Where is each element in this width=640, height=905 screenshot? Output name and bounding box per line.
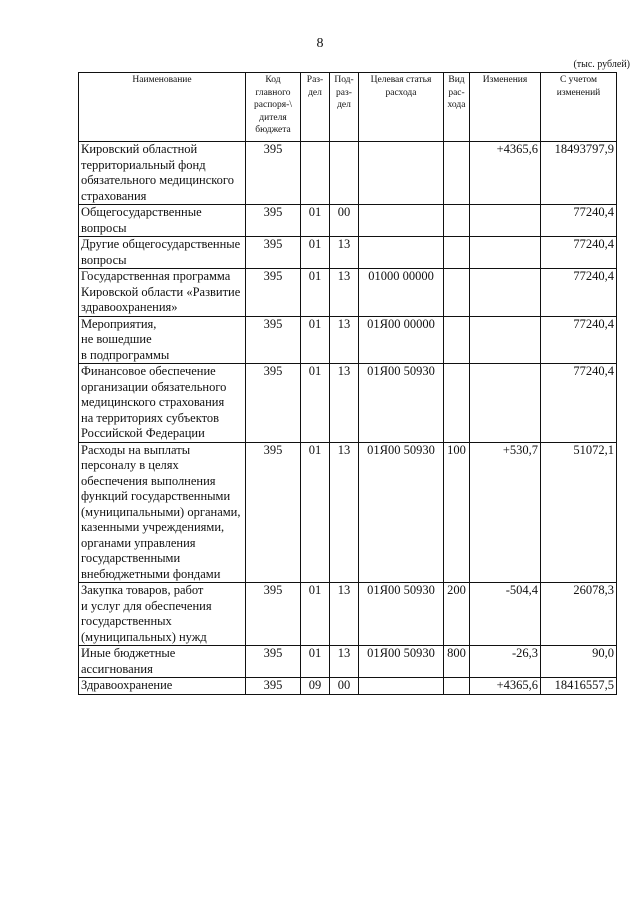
- row-subsection: 13: [330, 364, 359, 443]
- row-target-article: [359, 237, 444, 269]
- row-section: 01: [301, 237, 330, 269]
- table-row: [79, 678, 617, 695]
- row-target-article: 01Я00 50930: [359, 583, 444, 646]
- row-expense-type: [444, 269, 470, 317]
- row-change: -504,4: [470, 583, 541, 646]
- row-name: Расходы на выплаты персоналу в целях обеспечения выполнения функций государственными (муниципальными) органами, казенными учреждениями, органами управления государственными внебюджетными фондами: [79, 442, 246, 583]
- row-section: 01: [301, 316, 330, 364]
- row-change: [470, 316, 541, 364]
- table-row: [79, 646, 617, 678]
- table-row: [79, 442, 617, 583]
- row-expense-type: [444, 316, 470, 364]
- row-subsection: 13: [330, 237, 359, 269]
- row-target-article: 01000 00000: [359, 269, 444, 317]
- row-name: Общегосударственные вопросы: [79, 205, 246, 237]
- row-target-article: [359, 678, 444, 695]
- row-total: 90,0: [541, 646, 617, 678]
- units-label: (тыс. рублей): [573, 59, 630, 70]
- page-number: 8: [316, 36, 324, 51]
- row-total: 77240,4: [541, 237, 617, 269]
- header-total: С учетом изменений: [541, 73, 617, 142]
- row-name: Другие общегосударственные вопросы: [79, 237, 246, 269]
- row-total: 77240,4: [541, 269, 617, 317]
- table-row: [79, 583, 617, 646]
- header-admin-code: Код главного распоря-\ дителя бюджета: [246, 73, 301, 142]
- row-expense-type: [444, 205, 470, 237]
- row-admin-code: 395: [246, 237, 301, 269]
- row-section: 09: [301, 678, 330, 695]
- header-section: Раз- дел: [301, 73, 330, 142]
- row-total: 77240,4: [541, 316, 617, 364]
- header-row: [79, 73, 617, 142]
- row-change: [470, 205, 541, 237]
- header-target-article: Целевая статья расхода: [359, 73, 444, 142]
- row-admin-code: 395: [246, 442, 301, 583]
- row-name: Финансовое обеспечение организации обязательного медицинского страхования на территориях субъектов Российской Федерации: [79, 364, 246, 443]
- row-change: +530,7: [470, 442, 541, 583]
- row-section: 01: [301, 269, 330, 317]
- row-expense-type: [444, 237, 470, 269]
- row-admin-code: 395: [246, 583, 301, 646]
- row-section: 01: [301, 442, 330, 583]
- row-name: Кировский областной территориальный фонд обязательного медицинского страхования: [79, 142, 246, 205]
- row-name: Мероприятия, не вошедшие в подпрограммы: [79, 316, 246, 364]
- header-name: Наименование: [79, 73, 246, 142]
- row-subsection: 13: [330, 646, 359, 678]
- row-target-article: 01Я00 50930: [359, 442, 444, 583]
- table-row: [79, 205, 617, 237]
- row-total: 18493797,9: [541, 142, 617, 205]
- header-subsection: Под- раз- дел: [330, 73, 359, 142]
- row-expense-type: 100: [444, 442, 470, 583]
- row-section: 01: [301, 205, 330, 237]
- row-expense-type: [444, 364, 470, 443]
- row-change: +4365,6: [470, 142, 541, 205]
- table-row: [79, 364, 617, 443]
- row-admin-code: 395: [246, 646, 301, 678]
- row-subsection: 13: [330, 442, 359, 583]
- row-subsection: 13: [330, 316, 359, 364]
- row-total: 18416557,5: [541, 678, 617, 695]
- table-row: [79, 237, 617, 269]
- header-changes: Изменения: [470, 73, 541, 142]
- row-total: 51072,1: [541, 442, 617, 583]
- row-admin-code: 395: [246, 142, 301, 205]
- row-admin-code: 395: [246, 269, 301, 317]
- row-section: [301, 142, 330, 205]
- row-change: [470, 364, 541, 443]
- row-name: Государственная программа Кировской области «Развитие здравоохранения»: [79, 269, 246, 317]
- row-section: 01: [301, 364, 330, 443]
- row-name: Закупка товаров, работ и услуг для обеспечения государственных (муниципальных) нужд: [79, 583, 246, 646]
- row-total: 26078,3: [541, 583, 617, 646]
- row-subsection: 13: [330, 583, 359, 646]
- row-name: Здравоохранение: [79, 678, 246, 695]
- table-row: [79, 269, 617, 317]
- row-change: -26,3: [470, 646, 541, 678]
- row-target-article: 01Я00 00000: [359, 316, 444, 364]
- table-row: [79, 142, 617, 205]
- table-row: [79, 316, 617, 364]
- row-expense-type: [444, 142, 470, 205]
- header-expense-type: Вид рас- хода: [444, 73, 470, 142]
- row-change: [470, 269, 541, 317]
- row-admin-code: 395: [246, 678, 301, 695]
- row-admin-code: 395: [246, 364, 301, 443]
- row-subsection: 00: [330, 205, 359, 237]
- row-expense-type: 800: [444, 646, 470, 678]
- row-change: +4365,6: [470, 678, 541, 695]
- row-admin-code: 395: [246, 205, 301, 237]
- row-target-article: 01Я00 50930: [359, 646, 444, 678]
- row-section: 01: [301, 583, 330, 646]
- row-subsection: [330, 142, 359, 205]
- row-target-article: [359, 142, 444, 205]
- row-subsection: 00: [330, 678, 359, 695]
- row-total: 77240,4: [541, 364, 617, 443]
- row-total: 77240,4: [541, 205, 617, 237]
- row-change: [470, 237, 541, 269]
- budget-table: [78, 72, 617, 695]
- row-subsection: 13: [330, 269, 359, 317]
- row-target-article: 01Я00 50930: [359, 364, 444, 443]
- row-section: 01: [301, 646, 330, 678]
- row-expense-type: 200: [444, 583, 470, 646]
- row-name: Иные бюджетные ассигнования: [79, 646, 246, 678]
- row-admin-code: 395: [246, 316, 301, 364]
- row-expense-type: [444, 678, 470, 695]
- row-target-article: [359, 205, 444, 237]
